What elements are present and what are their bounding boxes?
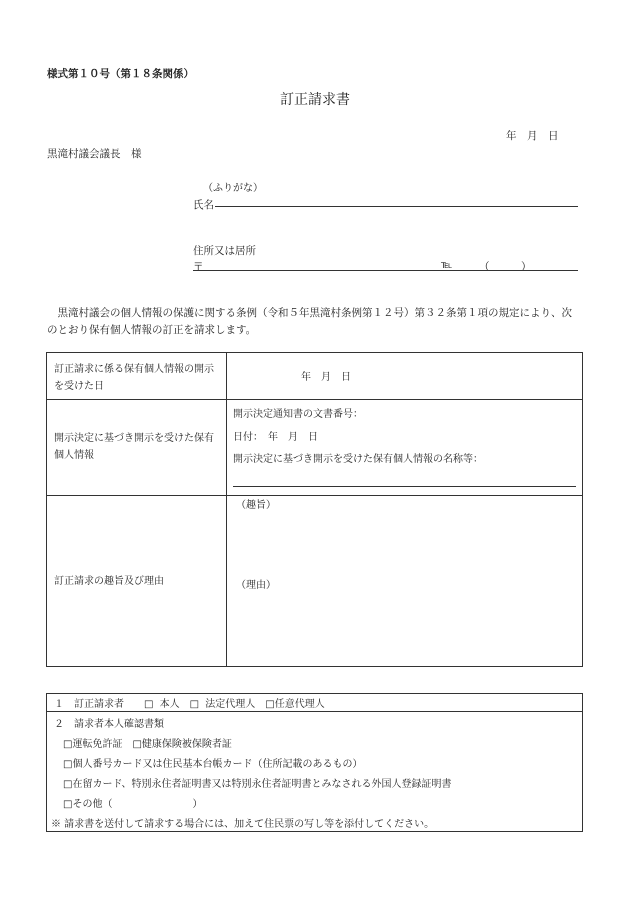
id-docs-heading: ２ 請求者本人確認書類 [54,719,164,730]
row3-label: 訂正請求の趣旨及び理由 [54,576,164,587]
info-name-field[interactable] [233,486,576,487]
row2-label: 開示決定に基づき開示を受けた保有個人情報 [54,433,214,461]
tel-parens: （ ） [479,261,532,273]
postal-mark: 〒 [193,261,204,273]
addressee: 黒滝村議会議長 様 [47,148,142,160]
reason-label: （理由） [236,580,276,591]
id-doc-option[interactable]: □個人番号カード又は住民基本台帳カード（住所記載のあるもの） [63,759,363,770]
row1-label: 訂正請求に係る保有個人情報の開示を受けた日 [54,364,214,392]
document-number-label: 開示決定通知書の文書番号： [233,409,363,420]
table-row-divider [46,495,583,496]
form-number: 様式第１０号（第１８条関係） [47,68,194,80]
address-label: 住所又は居所 [193,245,256,257]
name-field[interactable] [215,206,578,207]
id-doc-option[interactable]: □運転免許証 □健康保険被保険者証 [63,739,232,750]
id-doc-option-other[interactable]: □その他（ ） [63,799,203,810]
furigana-label: （ふりがな） [203,183,263,194]
id-doc-option[interactable]: □在留カード、特別永住者証明書又は特別永住者証明書とみなされる外国人登録証明書 [63,779,452,790]
submission-date[interactable]: 年 月 日 [506,130,559,142]
name-label: 氏名 [193,199,214,211]
intro-paragraph: 黒滝村議会の個人情報の保護に関する条例（令和５年黒滝村条例第１２号）第３２条第１項の規定により、次のとおり保有個人情報の訂正を請求します。 [47,307,572,336]
notice-date-field[interactable]: 日付： 年 月 日 [233,432,318,443]
info-name-label: 開示決定に基づき開示を受けた保有個人情報の名称等： [233,454,483,465]
tel-mark: ℡ [441,259,453,271]
mail-note: ※ 請求書を送付して請求する場合には、加えて住民票の写し等を添付してください。 [51,819,435,830]
purpose-label: （趣旨） [236,500,276,511]
verification-divider [46,711,583,712]
page-title: 訂正請求書 [280,92,350,108]
address-field[interactable] [193,270,578,271]
table-row-divider [46,399,583,400]
requester-type-options[interactable]: １ 訂正請求者 □ 本人 □ 法定代理人 □任意代理人 [54,699,325,710]
disclosure-date-field[interactable]: 年 月 日 [301,372,351,383]
